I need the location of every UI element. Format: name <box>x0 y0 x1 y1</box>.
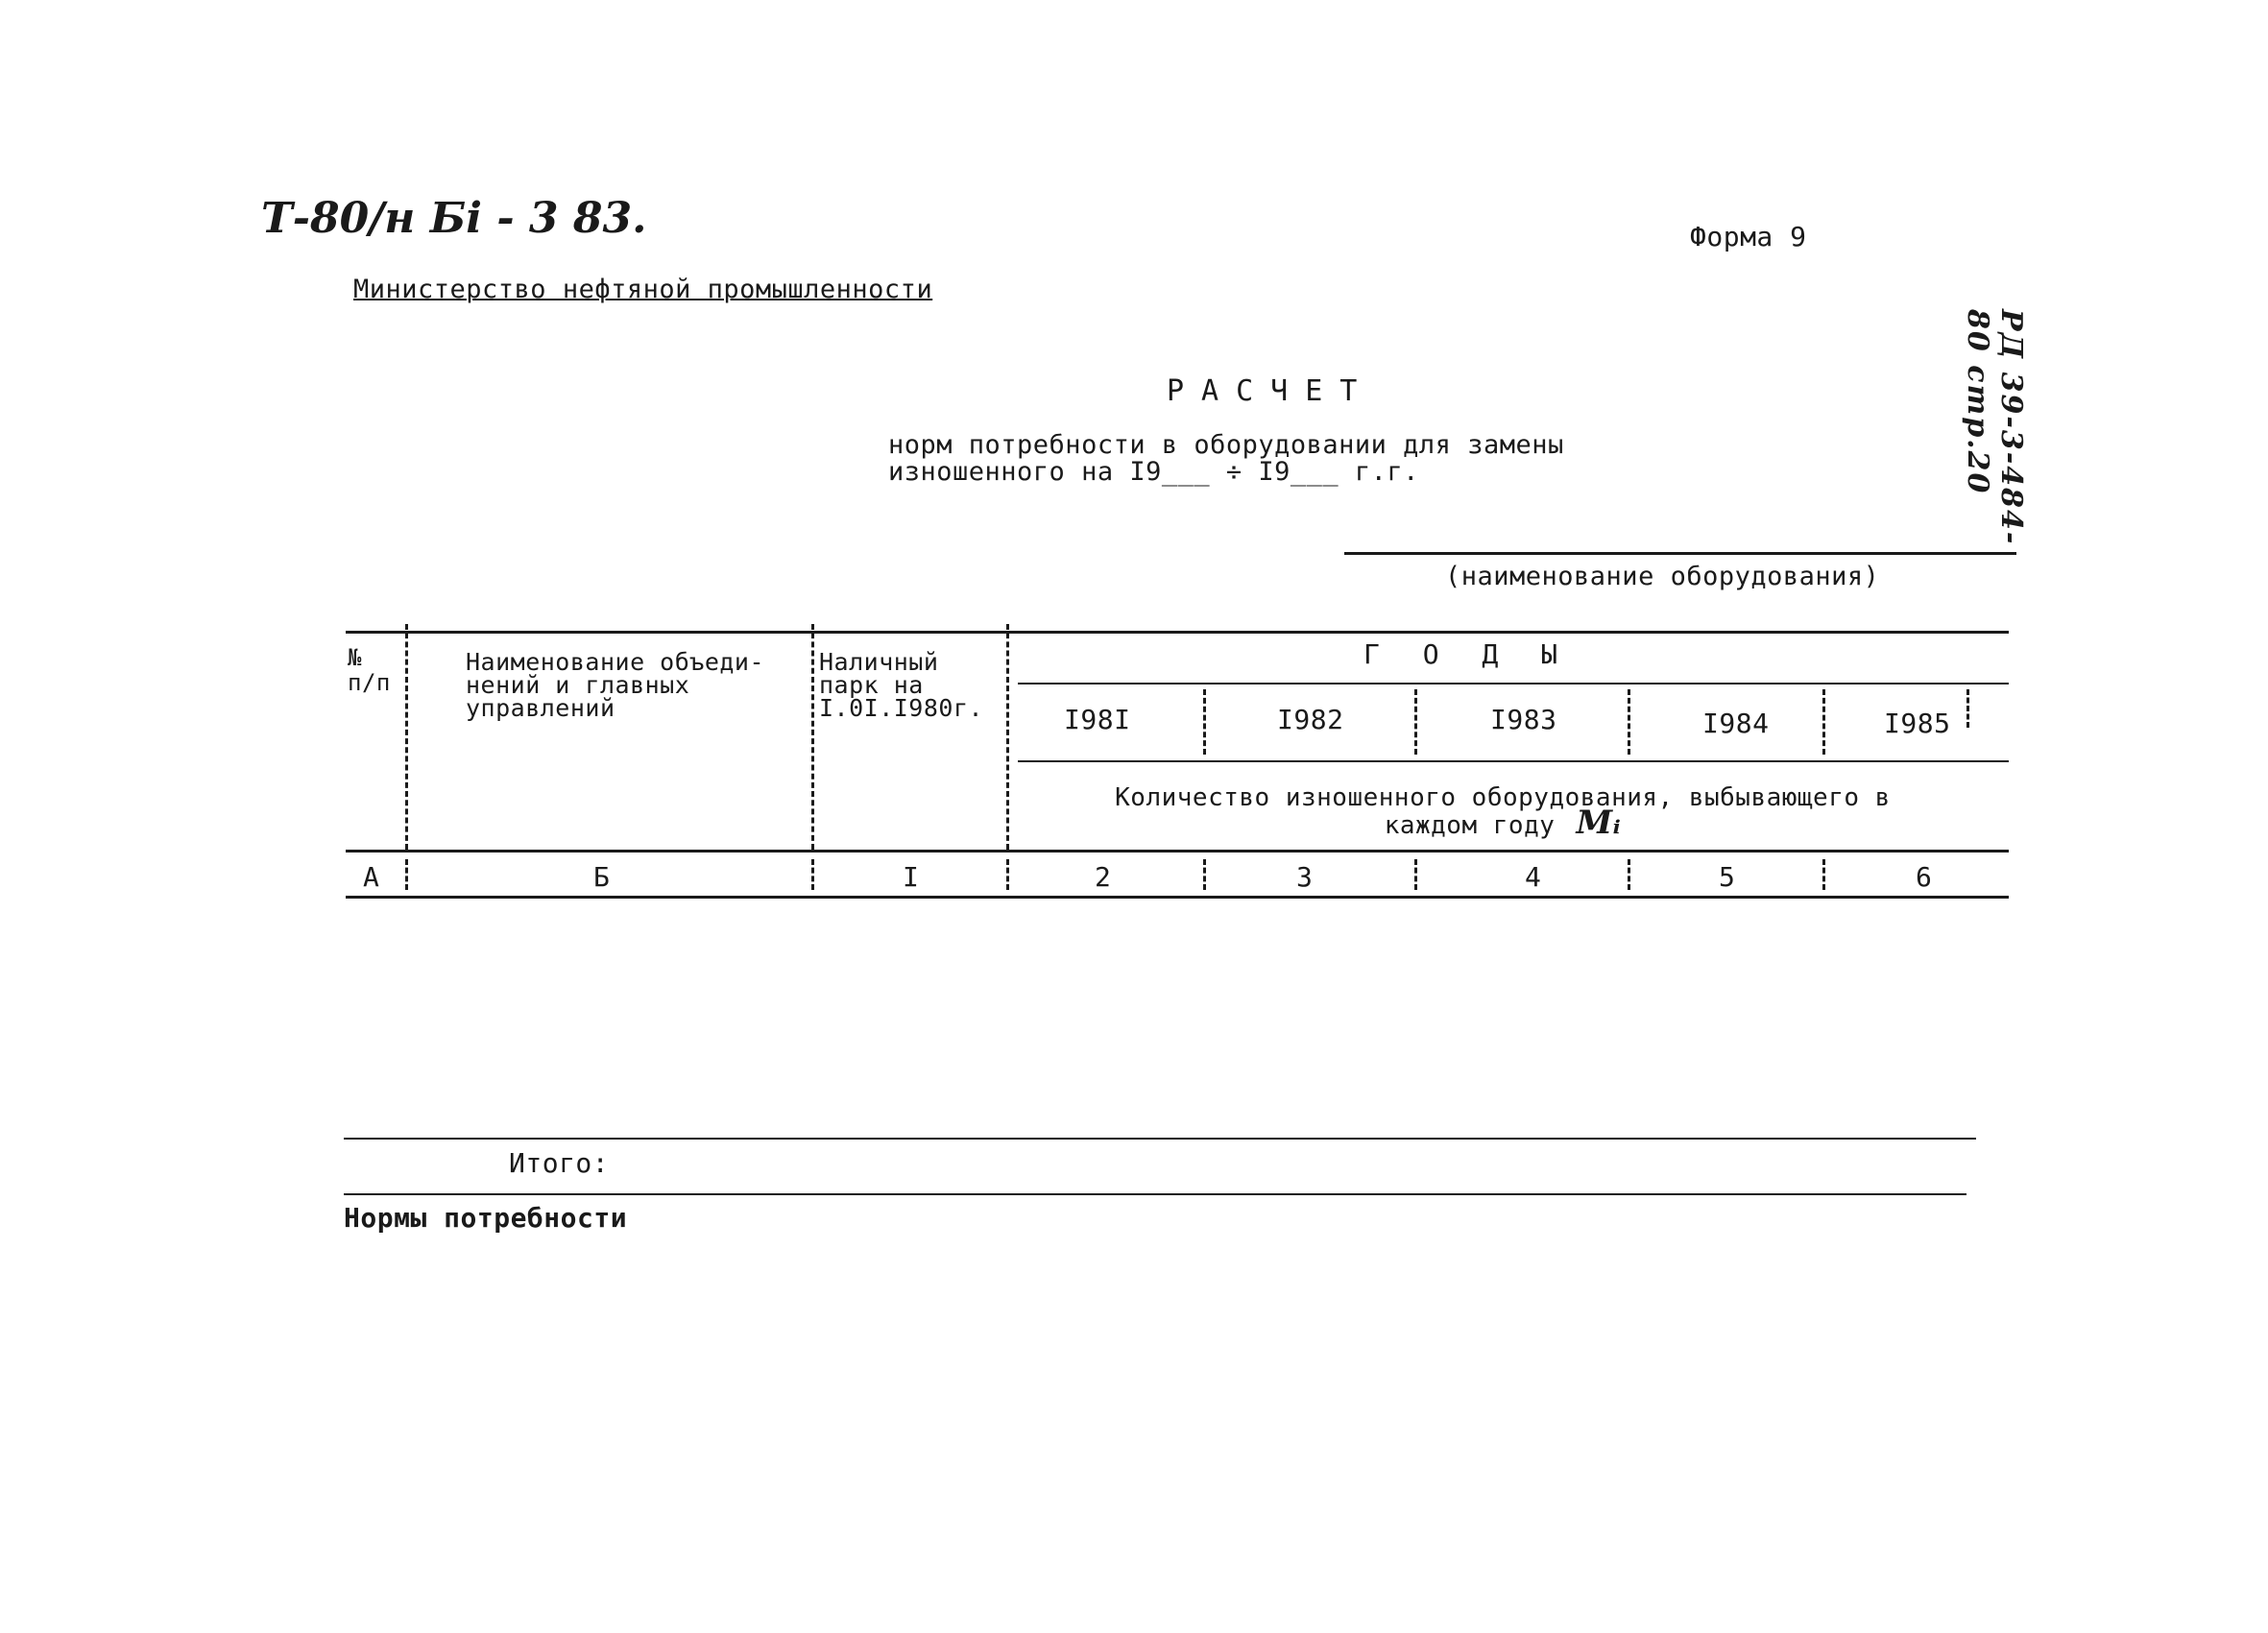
years-header: Г О Д Ы <box>1363 638 1572 670</box>
total-label: Итого: <box>509 1147 610 1179</box>
colno-sep-7 <box>1822 859 1825 890</box>
colno-sep-2 <box>811 859 814 890</box>
column-numbers-rule <box>346 896 2009 899</box>
col-sep-2 <box>811 624 814 850</box>
side-stamp: РД 39-3-484-80 стр.20 <box>1961 309 2028 546</box>
years-values-rule <box>1018 760 2009 762</box>
colno-3: 3 <box>1296 861 1314 893</box>
years-header-rule <box>1018 683 2009 684</box>
colno-1: I <box>903 861 920 893</box>
col-name-header: Наименование объеди- нений и главных управлений <box>466 648 765 722</box>
table-top-rule <box>346 631 2009 634</box>
form-label: Форма 9 <box>1690 221 1807 252</box>
ministry-name: Министерство нефтяной промышленности <box>353 275 933 304</box>
colno-5: 5 <box>1719 861 1736 893</box>
norms-label: Нормы потребности <box>344 1202 628 1234</box>
col-sep-3 <box>1006 624 1009 850</box>
year-1985: I985 <box>1884 708 1951 739</box>
year-1984: I984 <box>1702 708 1770 739</box>
colno-4: 4 <box>1525 861 1542 893</box>
year-1983: I983 <box>1490 704 1557 735</box>
year-sep-5 <box>1966 689 1969 728</box>
colno-b: Б <box>593 861 611 893</box>
title-line-1: норм потребности в оборудовании для замены <box>888 430 1564 460</box>
colno-sep-6 <box>1628 859 1630 890</box>
equipment-caption: (наименование оборудования) <box>1445 562 1880 591</box>
quantity-note-text: Количество изношенного оборудования, выбывающего в каждом году <box>1115 783 1891 840</box>
col-num-header: № п/п <box>348 644 391 696</box>
total-bottom-rule <box>344 1193 1966 1195</box>
doc-code-handwritten: Т-80/н Бі - 3 83. <box>261 194 647 243</box>
year-1981: I98I <box>1064 704 1131 735</box>
quantity-note <box>1075 783 1930 842</box>
year-sep-1 <box>1203 689 1206 755</box>
year-sep-2 <box>1414 689 1417 755</box>
year-sep-3 <box>1628 689 1630 755</box>
colno-sep-4 <box>1203 859 1206 890</box>
title-line-2: изношенного на I9___ ÷ I9___ г.г. <box>888 457 1419 487</box>
total-top-rule <box>344 1138 1976 1140</box>
equipment-name-line <box>1344 552 2016 555</box>
colno-6: 6 <box>1916 861 1933 893</box>
colno-sep-1 <box>405 859 408 890</box>
year-sep-4 <box>1822 689 1825 755</box>
quantity-symbol: Mᵢ <box>1576 804 1622 842</box>
document-title: РАСЧЕТ <box>1167 374 1375 408</box>
colno-2: 2 <box>1095 861 1112 893</box>
colno-sep-5 <box>1414 859 1417 890</box>
colno-a: А <box>363 861 380 893</box>
col-sep-1 <box>405 624 408 850</box>
colno-sep-3 <box>1006 859 1009 890</box>
header-bottom-rule <box>346 850 2009 853</box>
year-1982: I982 <box>1277 704 1344 735</box>
col-park-header: Наличный парк на I.0I.I980г. <box>819 648 984 722</box>
